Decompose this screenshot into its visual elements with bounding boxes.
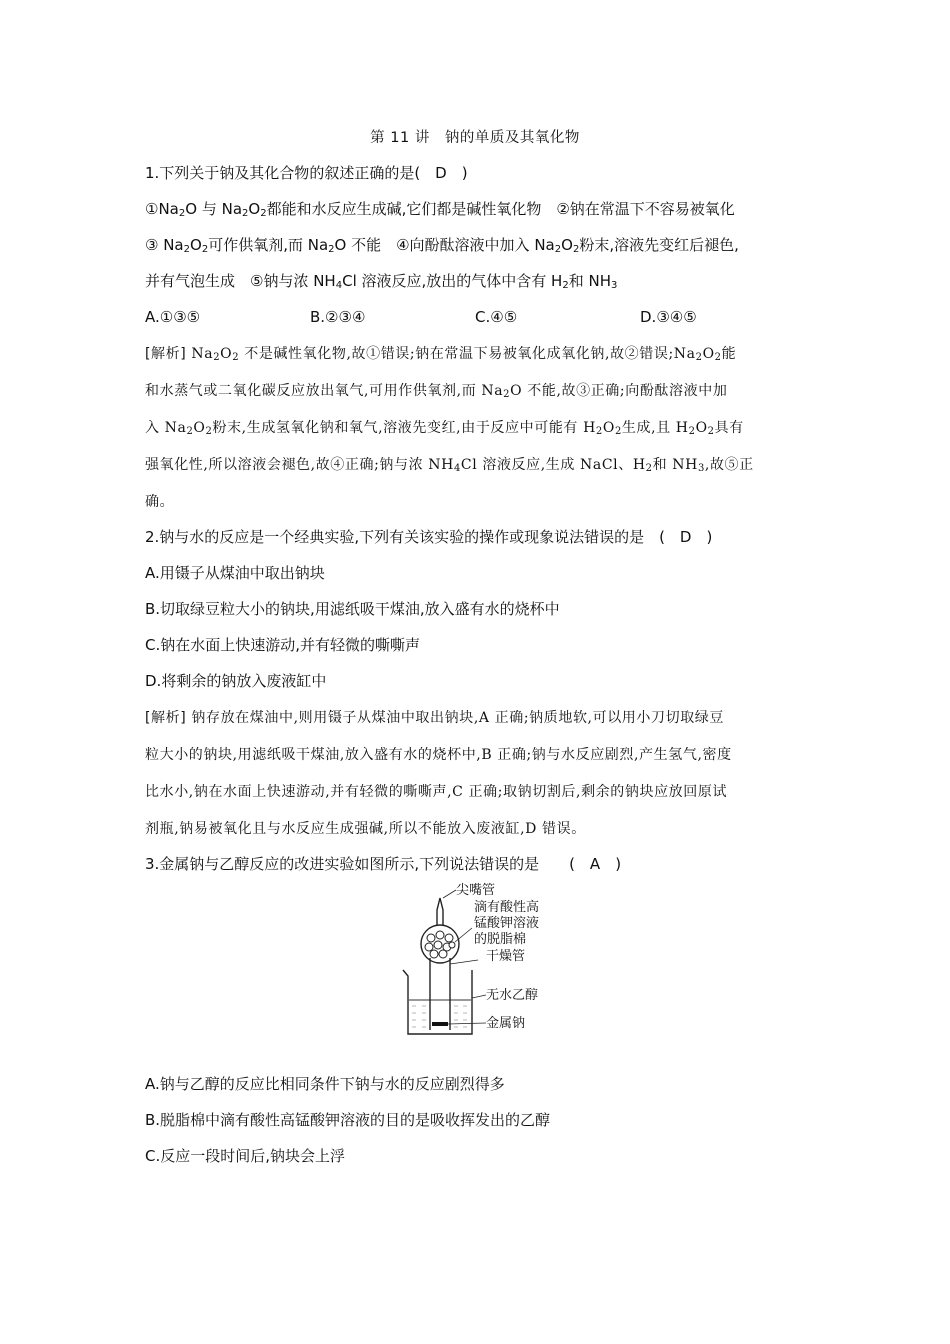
question-2-option-b: B.切取绿豆粒大小的钠块,用滤纸吸干煤油,放入盛有水的烧杯中: [145, 600, 560, 618]
explanation-1-line-2: 和水蒸气或二氧化碳反应放出氧气,可用作供氧剂,而 $Na_2O$ 不能,故③正确;向酚酞溶液中加: [145, 383, 728, 400]
question-1-options: [145, 306, 805, 328]
question-3-option-a: A.钠与乙醇的反应比相同条件下钠与水的反应剧烈得多: [145, 1075, 505, 1093]
question-3-option-b: B.脱脂棉中滴有酸性高锰酸钾溶液的目的是吸收挥发出的乙醇: [145, 1111, 551, 1129]
label-drying-tube: 干燥管: [486, 949, 526, 964]
question-3-stem: 3.金属钠与乙醇反应的改进实验如图所示,下列说法错误的是 ( A ): [145, 855, 622, 873]
question-2-option-d: D.将剩余的钠放入废液缸中: [145, 672, 327, 690]
apparatus-diagram: [400, 882, 560, 1042]
option-b: B.②③④: [310, 308, 366, 326]
question-1-statement-line-2: ③ $Na_2O_2$可作供氧剂,而 $Na_2O$ 不能 ④向酚酞溶液中加入 $Na_2O_2$粉末,溶液先变红后褪色,: [145, 236, 739, 255]
label-cotton-1: 滴有酸性高: [474, 900, 540, 915]
explanation-2-line-4: 剂瓶,钠易被氧化且与水反应生成强碱,所以不能放入废液缸,D 错误。: [145, 821, 586, 837]
cotton-icon: [425, 931, 455, 958]
label-ethanol: 无水乙醇: [486, 988, 539, 1003]
label-sodium: 金属钠: [486, 1016, 526, 1031]
page-title: 第 11 讲 钠的单质及其氧化物: [370, 130, 580, 146]
question-1-statement-line-1: $①Na_2O$ 与 $Na_2O_2$都能和水反应生成碱,它们都是碱性氧化物 ②钠在常温下不容易被氧化: [145, 200, 735, 219]
label-cotton-3: 的脱脂棉: [474, 932, 527, 947]
option-d: D.③④⑤: [640, 308, 697, 326]
explanation-1-line-5: 确。: [145, 494, 175, 510]
explanation-1-line-1: [解析] $Na_2O_2$ 不是碱性氧化物,故①错误;钠在常温下易被氧化成氧化钠,故②错误$;Na_2O_2$能: [145, 346, 737, 363]
option-a: A.①③⑤: [145, 308, 201, 326]
drying-tube-icon: [421, 898, 459, 1030]
label-nozzle: 尖嘴管: [456, 883, 496, 898]
option-c: C.④⑤: [475, 308, 518, 326]
question-2-option-a: A.用镊子从煤油中取出钠块: [145, 564, 325, 582]
label-cotton-2: 锰酸钾溶液: [474, 916, 540, 931]
explanation-2-line-1: [解析] 钠存放在煤油中,则用镊子从煤油中取出钠块,A 正确;钠质地软,可以用小刀切取绿豆: [145, 710, 725, 726]
explanation-2-line-3: 比水小,钠在水面上快速游动,并有轻微的嘶嘶声,C 正确;取钠切割后,剩余的钠块应放回原试: [145, 784, 728, 800]
sodium-block: [432, 1022, 448, 1026]
question-3-option-c: C.反应一段时间后,钠块会上浮: [145, 1147, 346, 1165]
question-2-stem: 2.钠与水的反应是一个经典实验,下列有关该实验的操作或现象说法错误的是 ( D ): [145, 528, 713, 546]
explanation-1-line-4: 强氧化性,所以溶液会褪色,故④正确;钠与浓 $NH_4Cl$ 溶液反应,生成 NaCl、$H_2$和 $NH_3$,故⑤正: [145, 457, 754, 474]
explanation-1-line-3: 入 $Na_2O_2$粉末,生成氢氧化钠和氧气,溶液先变红,由于反应中可能有 $H_2O_2$生成,且 $H_2O_2$具有: [145, 420, 744, 437]
question-1-stem: 1.下列关于钠及其化合物的叙述正确的是( D ): [145, 164, 468, 182]
explanation-2-line-2: 粒大小的钠块,用滤纸吸干煤油,放入盛有水的烧杯中,B 正确;钠与水反应剧烈,产生氢气,密度: [145, 747, 732, 763]
question-2-option-c: C.钠在水面上快速游动,并有轻微的嘶嘶声: [145, 636, 421, 654]
question-1-statement-line-3: 并有气泡生成 ⑤钠与浓 $NH_4Cl$ 溶液反应,放出的气体中含有 $H_2$和 $NH_3$: [145, 272, 618, 291]
